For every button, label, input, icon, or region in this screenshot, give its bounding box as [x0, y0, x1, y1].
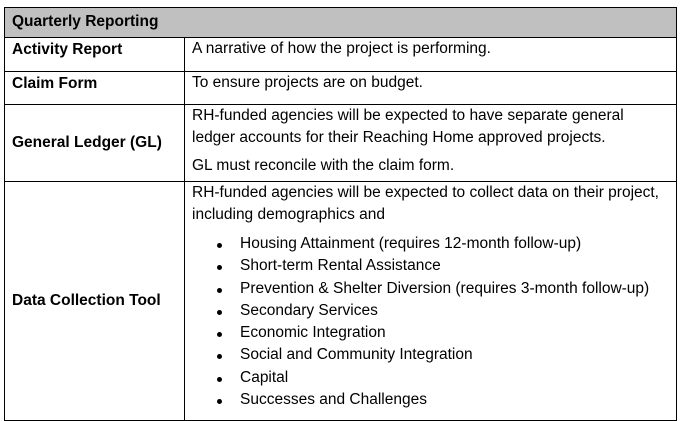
list-item [216, 367, 669, 389]
list-item [216, 322, 669, 344]
description-paragraph: GL must reconcile with the claim form. [192, 157, 455, 174]
list-item-text: Capital [240, 368, 289, 386]
list-item-text: Prevention & Shelter Diversion (requires 3-month follow-up) [240, 279, 650, 297]
table-row [5, 182, 677, 421]
list-item [216, 278, 669, 300]
quarterly-reporting-table [4, 7, 677, 421]
row-label-activity-report: Activity Report [5, 38, 185, 72]
list-item-text: Short-term Rental Assistance [240, 257, 441, 275]
list-item [216, 389, 669, 411]
list-item-text: Social and Community Integration [240, 346, 473, 364]
description-paragraph: A narrative of how the project is performing. [192, 40, 491, 57]
table-row [5, 105, 677, 182]
row-description-claim-form [185, 72, 677, 105]
list-item [216, 344, 669, 366]
list-item-text: Successes and Challenges [240, 391, 427, 409]
row-description-data-collection-tool [185, 182, 677, 421]
table-header-row [5, 8, 677, 38]
table-row [5, 38, 677, 72]
list-item-text: Housing Attainment (requires 12-month follow-up) [240, 235, 582, 252]
list-item [216, 300, 669, 322]
list-item-text: Secondary Services [240, 301, 378, 319]
list-item [216, 233, 669, 255]
list-item-text: Economic Integration [240, 324, 386, 342]
data-categories-list [192, 233, 669, 411]
table-header: Quarterly Reporting [5, 8, 677, 38]
description-paragraph: RH-funded agencies will be expected to have separate general ledger accounts for their Reaching Home approved projects. [192, 107, 624, 146]
row-label-data-collection-tool: Data Collection Tool [5, 182, 185, 421]
description-paragraph: To ensure projects are on budget. [192, 74, 423, 91]
row-label-general-ledger: General Ledger (GL) [5, 105, 185, 182]
row-label-claim-form: Claim Form [5, 72, 185, 105]
row-description-activity-report [185, 38, 677, 72]
description-paragraph: RH-funded agencies will be expected to collect data on their project, including demographics and [192, 184, 659, 223]
row-description-general-ledger [185, 105, 677, 182]
list-item [216, 255, 669, 277]
table-row [5, 72, 677, 105]
